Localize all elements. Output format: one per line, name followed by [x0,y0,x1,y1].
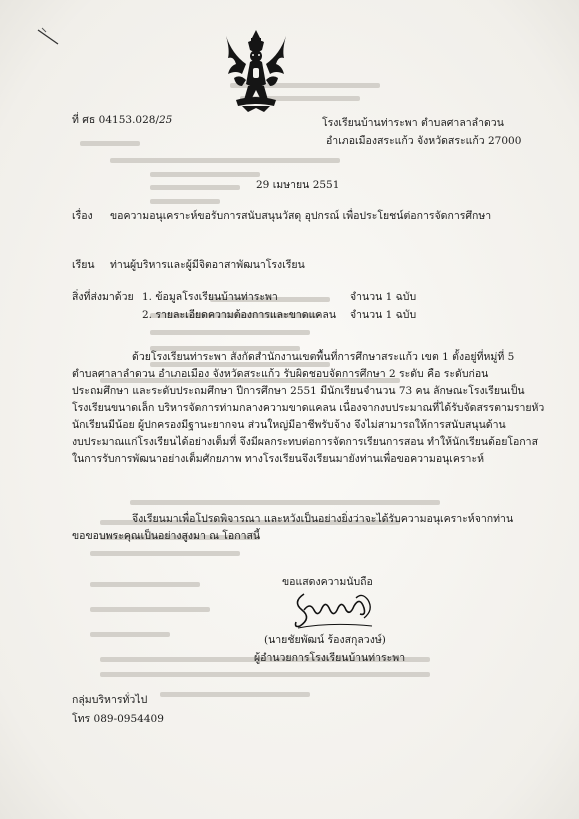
to-label: เรียน [72,259,95,271]
department-name: กลุ่มบริหารทั่วไป [72,694,148,706]
subject-label: เรื่อง [72,210,93,222]
reference-number: ที่ ศธ 04153.028/25 [72,114,173,126]
pen-stroke-mark [36,26,62,48]
enclosure-label: สิ่งที่ส่งมาด้วย [72,291,134,303]
body-line: โรงเรียนขนาดเล็ก บริหารจัดการท่ามกลางความขาดแคลน เนื่องจากงบประมาณที่ได้รับจัดสรรตามรายหัว [72,402,545,414]
body-line: ตำบลศาลาลำดวน อำเภอเมือง จังหวัดสระแก้ว รับผิดชอบจัดการศึกษา 2 ระดับ คือ ระดับก่อน [72,368,489,380]
school-name: โรงเรียนบ้านท่าระพา ตำบลศาลาลำดวน [322,117,504,129]
closing-paragraph [72,511,532,545]
subject-text: ขอความอนุเคราะห์ขอรับการสนับสนุนวัสดุ อุปกรณ์ เพื่อประโยชน์ต่อการจัดการศึกษา [110,210,492,222]
enclosure-item-1: 1. ข้อมูลโรงเรียนบ้านท่าระพา [142,291,278,303]
body-line: ด้วยโรงเรียนท่าระพา สังกัดสำนักงานเขตพื้นที่การศึกษาสระแก้ว เขต 1 ตั้งอยู่ที่หมู่ที่ 5 [132,351,515,363]
letter-date: 29 เมษายน 2551 [256,179,340,191]
body-line: ประถมศึกษา และระดับประถมศึกษา ปีการศึกษา 2551 มีนักเรียนจำนวน 73 คน ลักษณะโรงเรียนเป็น [72,385,525,397]
enclosure-item-2: 2. รายละเอียดความต้องการและขาดแคลน [142,309,337,321]
body-line: นักเรียนมีน้อย ผู้ปกครองมีฐานะยากจน ส่วนใหญ่มีอาชีพรับจ้าง จึงไม่สามารถให้การสนับสนุนด้าน [72,419,506,431]
closing-line: ขอขอบพระคุณเป็นอย่างสูงมา ณ โอกาสนี้ [72,530,261,542]
phone-number: โทร 089-0954409 [72,713,164,725]
to-text: ท่านผู้บริหารและผู้มีจิตอาสาพัฒนาโรงเรียน [110,259,305,271]
garuda-emblem-icon [222,28,290,114]
enclosure-qty-2: จำนวน 1 ฉบับ [350,309,417,321]
signer-title: ผู้อำนวยการโรงเรียนบ้านท่าระพา [254,652,406,664]
body-line: งบประมาณแก่โรงเรียนได้อย่างเต็มที่ จึงมีผลกระทบต่อการจัดการเรียนการสอน ทำให้นักเรียนด้อยโอกาส [72,436,538,448]
closing-line: จึงเรียนมาเพื่อโปรดพิจารณา และหวังเป็นอย่างยิ่งว่าจะได้รับความอนุเคราะห์จากท่าน [132,513,514,525]
enclosure-qty-1: จำนวน 1 ฉบับ [350,291,417,303]
body-paragraph [72,349,545,468]
signer-name: (นายชัยพัฒน์ ร้องสกุลวงษ์) [264,634,386,646]
body-line: ในการรับการพัฒนาอย่างเต็มศักยภาพ ทางโรงเรียนจึงเรียนมายังท่านเพื่อขอความอนุเคราะห์ [72,453,485,465]
handwritten-signature [290,588,380,630]
regards-text: ขอแสดงความนับถือ [282,576,373,588]
school-address: อำเภอเมืองสระแก้ว จังหวัดสระแก้ว 27000 [326,135,522,147]
